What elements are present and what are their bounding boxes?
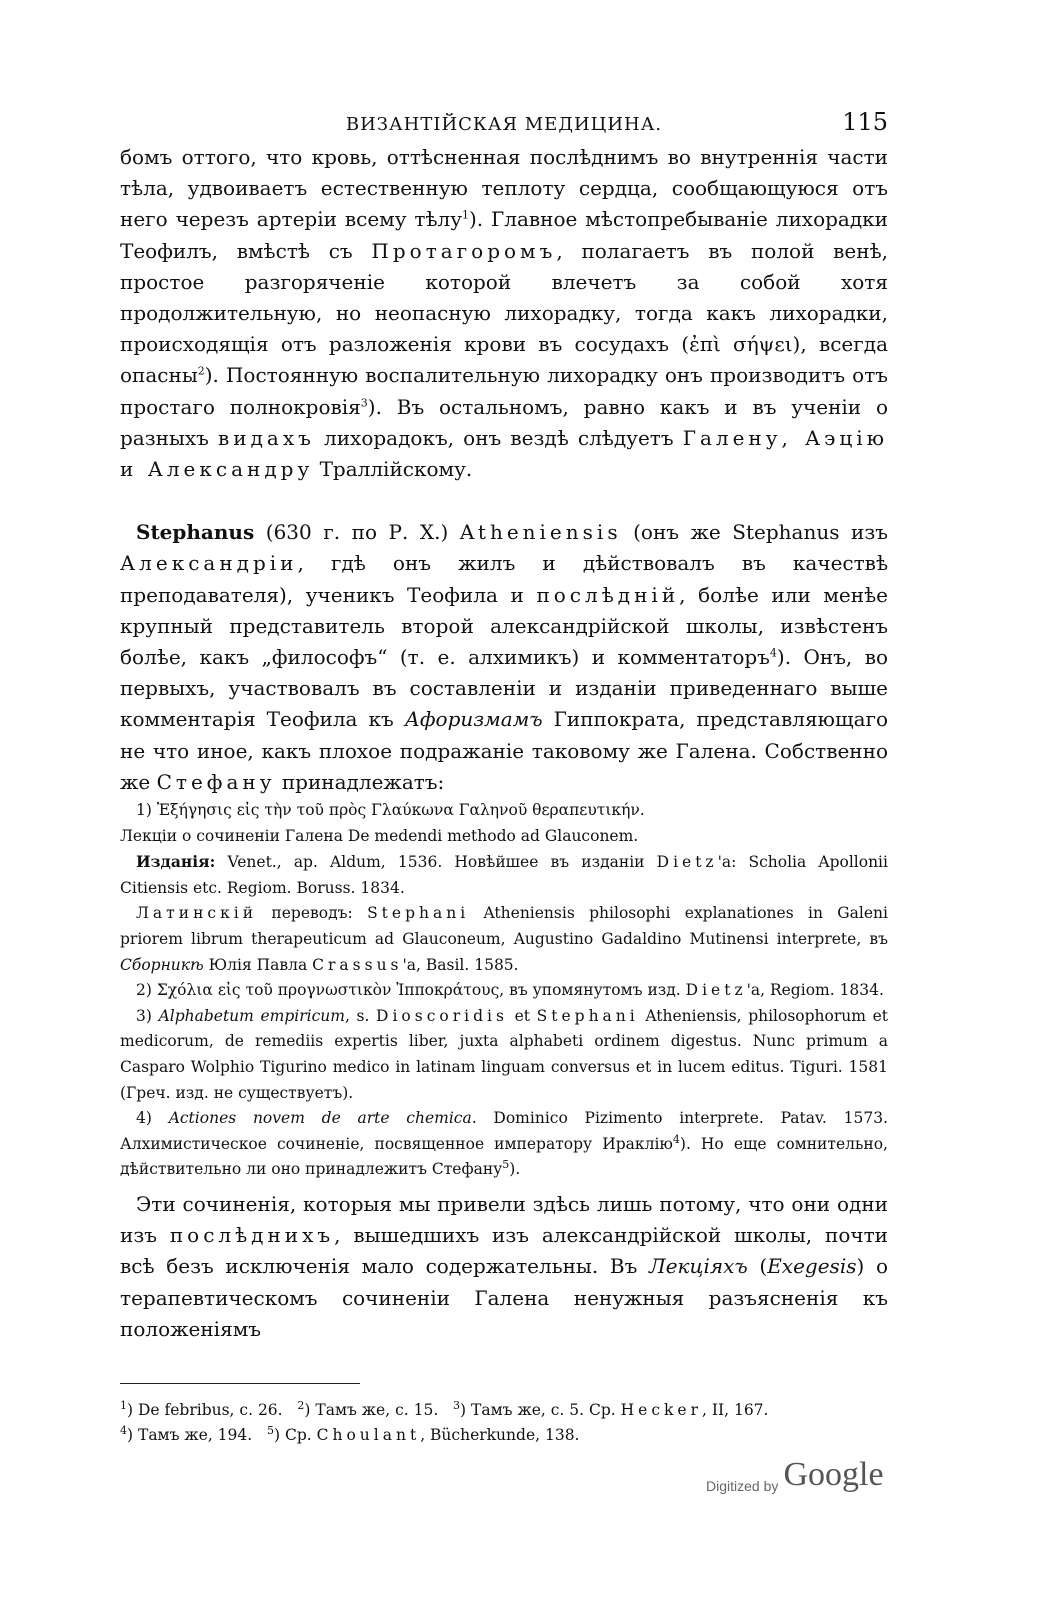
footnote-3: ) Тамъ же, с. 5. Ср. — [460, 1400, 616, 1419]
footnote-ref: 2 — [197, 364, 205, 378]
paragraph-2 — [120, 517, 888, 798]
page-header — [120, 108, 888, 142]
text: , гдѣ онъ жилъ и дѣйствовалъ въ качествѣ преподавателя), ученикъ Теофила и — [120, 551, 888, 607]
text: переводъ: — [271, 904, 353, 923]
text: 'a: Scholia Apollonii Citiensis etc. Regiom. Boruss. 1834. — [120, 853, 888, 897]
work-1-translation — [120, 901, 888, 978]
footnote-marker: 1 — [120, 1398, 127, 1412]
text: ). — [509, 1160, 521, 1179]
text: ( — [759, 1254, 768, 1279]
text: 3) — [136, 1006, 152, 1025]
text: 4) — [136, 1109, 152, 1128]
text: ). Постоянную воспалительную лихорадку онъ производитъ отъ простаго полнокровія — [120, 363, 888, 419]
footnote-ref: 3 — [360, 395, 368, 409]
italic-text: Сборникѣ — [120, 955, 204, 974]
spaced-text: послѣдній — [536, 582, 680, 607]
text: Траллійскому. — [319, 457, 473, 482]
italic-text: Афоризмамъ — [404, 707, 543, 732]
work-1-title — [120, 798, 888, 849]
paragraph-3 — [120, 1189, 888, 1345]
spaced-text: Crassus — [312, 955, 403, 974]
spaced-text: Dietz — [656, 853, 718, 872]
spaced-text: Александріи — [120, 551, 298, 576]
text: (онъ же Stephanus изъ — [633, 520, 888, 545]
spaced-text: Dioscoridis — [376, 1006, 508, 1025]
text: (630 г. по Р. X.) — [265, 520, 449, 545]
footnotes — [120, 1398, 888, 1448]
footnote-marker: 5 — [266, 1423, 274, 1437]
footnote-marker: 2 — [297, 1398, 305, 1412]
spaced-text: Стефану — [156, 769, 276, 794]
text: Юлія Павла — [208, 955, 308, 974]
running-title: ВИЗАНТІЙСКАЯ МЕДИЦИНА. — [345, 114, 663, 135]
text: ) о терапевтическомъ сочиненіи Галена ненужныя разъясненія къ положеніямъ — [120, 1254, 889, 1341]
text: 1) Ἐξήγησις εἰς τὴν τοῦ πρὸς Γλαύκωνα Γαληνοῦ θεραπευτικήν. — [136, 801, 645, 820]
text: , полагаетъ въ полой венѣ, простое разгоряченіе которой влечетъ за собой хотя продолжительную, но неопасную лихорадку, тогда какъ лихорадки, происходящія отъ разложенія крови въ сосудахъ (ἐπὶ σήψει), всегда опасны — [120, 238, 889, 388]
spaced-text: Stephani — [367, 904, 470, 923]
text: ). Въ остальномъ, равно какъ и въ ученіи о разныхъ — [120, 394, 888, 450]
name-stephanus: Stephanus — [136, 520, 255, 545]
footnote-marker: 3 — [453, 1398, 461, 1412]
spaced-text: послѣднихъ — [169, 1223, 335, 1248]
page — [120, 108, 888, 1448]
footnote-marker: 4 — [120, 1423, 127, 1437]
text: Эти сочиненія, которыя мы привели здѣсь лишь потому, что они одни изъ — [120, 1191, 888, 1248]
footnote-divider — [120, 1383, 360, 1384]
works-list — [120, 798, 888, 1183]
text: 2) Σχόλια εἰς τοῦ προγνωστικὸν Ἱπποκράτους, въ упомянутомъ изд. — [136, 981, 681, 1000]
text: ). Онъ, во первыхъ, участвовалъ въ составленіи и изданіи приведеннаго выше комментарія Теофила къ — [120, 645, 888, 732]
footnote-1: ) De febribus, c. 26. — [127, 1400, 283, 1419]
text: Гиппократа, представляющаго не что иное, какъ плохое подражаніе таковому же Галена. Собственно же — [120, 707, 889, 794]
footnote-ref: 1 — [461, 208, 469, 222]
footnote-ref: 5 — [502, 1158, 510, 1172]
work-1-editions — [120, 849, 888, 901]
footnote-2: ) Тамъ же, с. 15. — [304, 1400, 439, 1419]
spaced-text: Латинскій — [136, 904, 258, 923]
spaced-text: Atheniensis — [459, 520, 622, 545]
work-3 — [120, 1004, 888, 1106]
text: Atheniensis, philosophorum et medicorum, de remediis expertis liber, juxta alphabeti ordinem digestus. Nunc primum a Casparo Wolphio Tigurino medico in latinam linguam conversus et in lucem editus. Tiguri. 1581 (Греч. изд. не существуетъ). — [120, 1006, 888, 1102]
work-4 — [120, 1106, 888, 1183]
spaced-text: Галену, Аэцію и Александру — [120, 425, 889, 482]
text: 'a, Basil. 1585. — [402, 955, 519, 974]
text: Venet., ap. Aldum, 1536. Новѣйшее въ изданіи — [227, 853, 645, 872]
italic-text: Actiones novem de arte chemica. — [168, 1109, 477, 1128]
page-number: 115 — [842, 108, 888, 136]
italic-text: Exegesis — [767, 1254, 857, 1279]
text: , s. — [344, 1006, 370, 1025]
text: принадлежатъ: — [281, 769, 445, 794]
text: бомъ оттого, что кровь, оттѣсненная послѣднимъ во внутреннія части тѣла, удвоиваетъ естественную теплоту сердца, сообщающуюся отъ него черезъ артеріи всему тѣлу — [120, 145, 888, 232]
text: 'a, Regiom. 1834. — [746, 981, 884, 1000]
text: лихорадокъ, онъ вездѣ слѣдуетъ — [324, 425, 674, 450]
spaced-text: Dietz — [685, 981, 747, 1000]
google-logo: Google — [783, 1456, 884, 1493]
spaced-text: Stephani — [536, 1006, 639, 1025]
footnote-5: ) Ср. — [273, 1425, 312, 1444]
label: Изданія: — [136, 852, 216, 872]
watermark-prefix: Digitized by — [706, 1478, 779, 1494]
footnote-ref: 4 — [672, 1132, 680, 1146]
text: ). Но еще сомнительно, дѣйствительно ли оно принадлежитъ Стефану — [120, 1134, 888, 1179]
text: et — [514, 1006, 530, 1025]
text: , болѣе или менѣе крупный представитель второй александрійской школы, извѣстенъ болѣе, какъ „философъ“ (т. е. алхимикъ) и комментаторъ — [120, 582, 888, 670]
spaced-text: Hecker — [620, 1400, 702, 1419]
text: ). Главное мѣстопребываніе лихорадки Теофилъ, вмѣстѣ съ — [120, 207, 888, 263]
text: Dominico Pizimento interprete. Patav. 1573. Алхимистическое сочиненіе, посвященное императору Ираклію — [120, 1109, 888, 1153]
work-2 — [120, 978, 888, 1004]
paragraph-1 — [120, 142, 888, 485]
italic-text: Лекціяхъ — [649, 1254, 748, 1279]
digitized-watermark — [706, 1456, 884, 1506]
footnote-4: ) Тамъ же, 194. — [127, 1425, 253, 1444]
text: , Bücherkunde, 138. — [420, 1425, 580, 1444]
footnote-ref: 4 — [769, 646, 777, 660]
text: , II, 167. — [702, 1400, 769, 1419]
text: Atheniensis philosophi explanationes in Galeni priorem librum therapeuticum ad Glauconeum, Augustino Gadaldino Mutinensi interprete, въ — [120, 904, 888, 949]
spaced-text: видахъ — [218, 425, 315, 450]
italic-text: Alphabetum empiricum — [158, 1006, 345, 1025]
text: Лекціи о сочиненіи Галена De medendi methodo ad Glauconem. — [120, 826, 639, 845]
spaced-text: Choulant — [316, 1425, 421, 1444]
text: , вышедшихъ изъ александрійской школы, почти всѣ безъ исключенія мало содержательны. Въ — [120, 1223, 889, 1279]
spaced-text: Протагоромъ — [371, 238, 557, 263]
